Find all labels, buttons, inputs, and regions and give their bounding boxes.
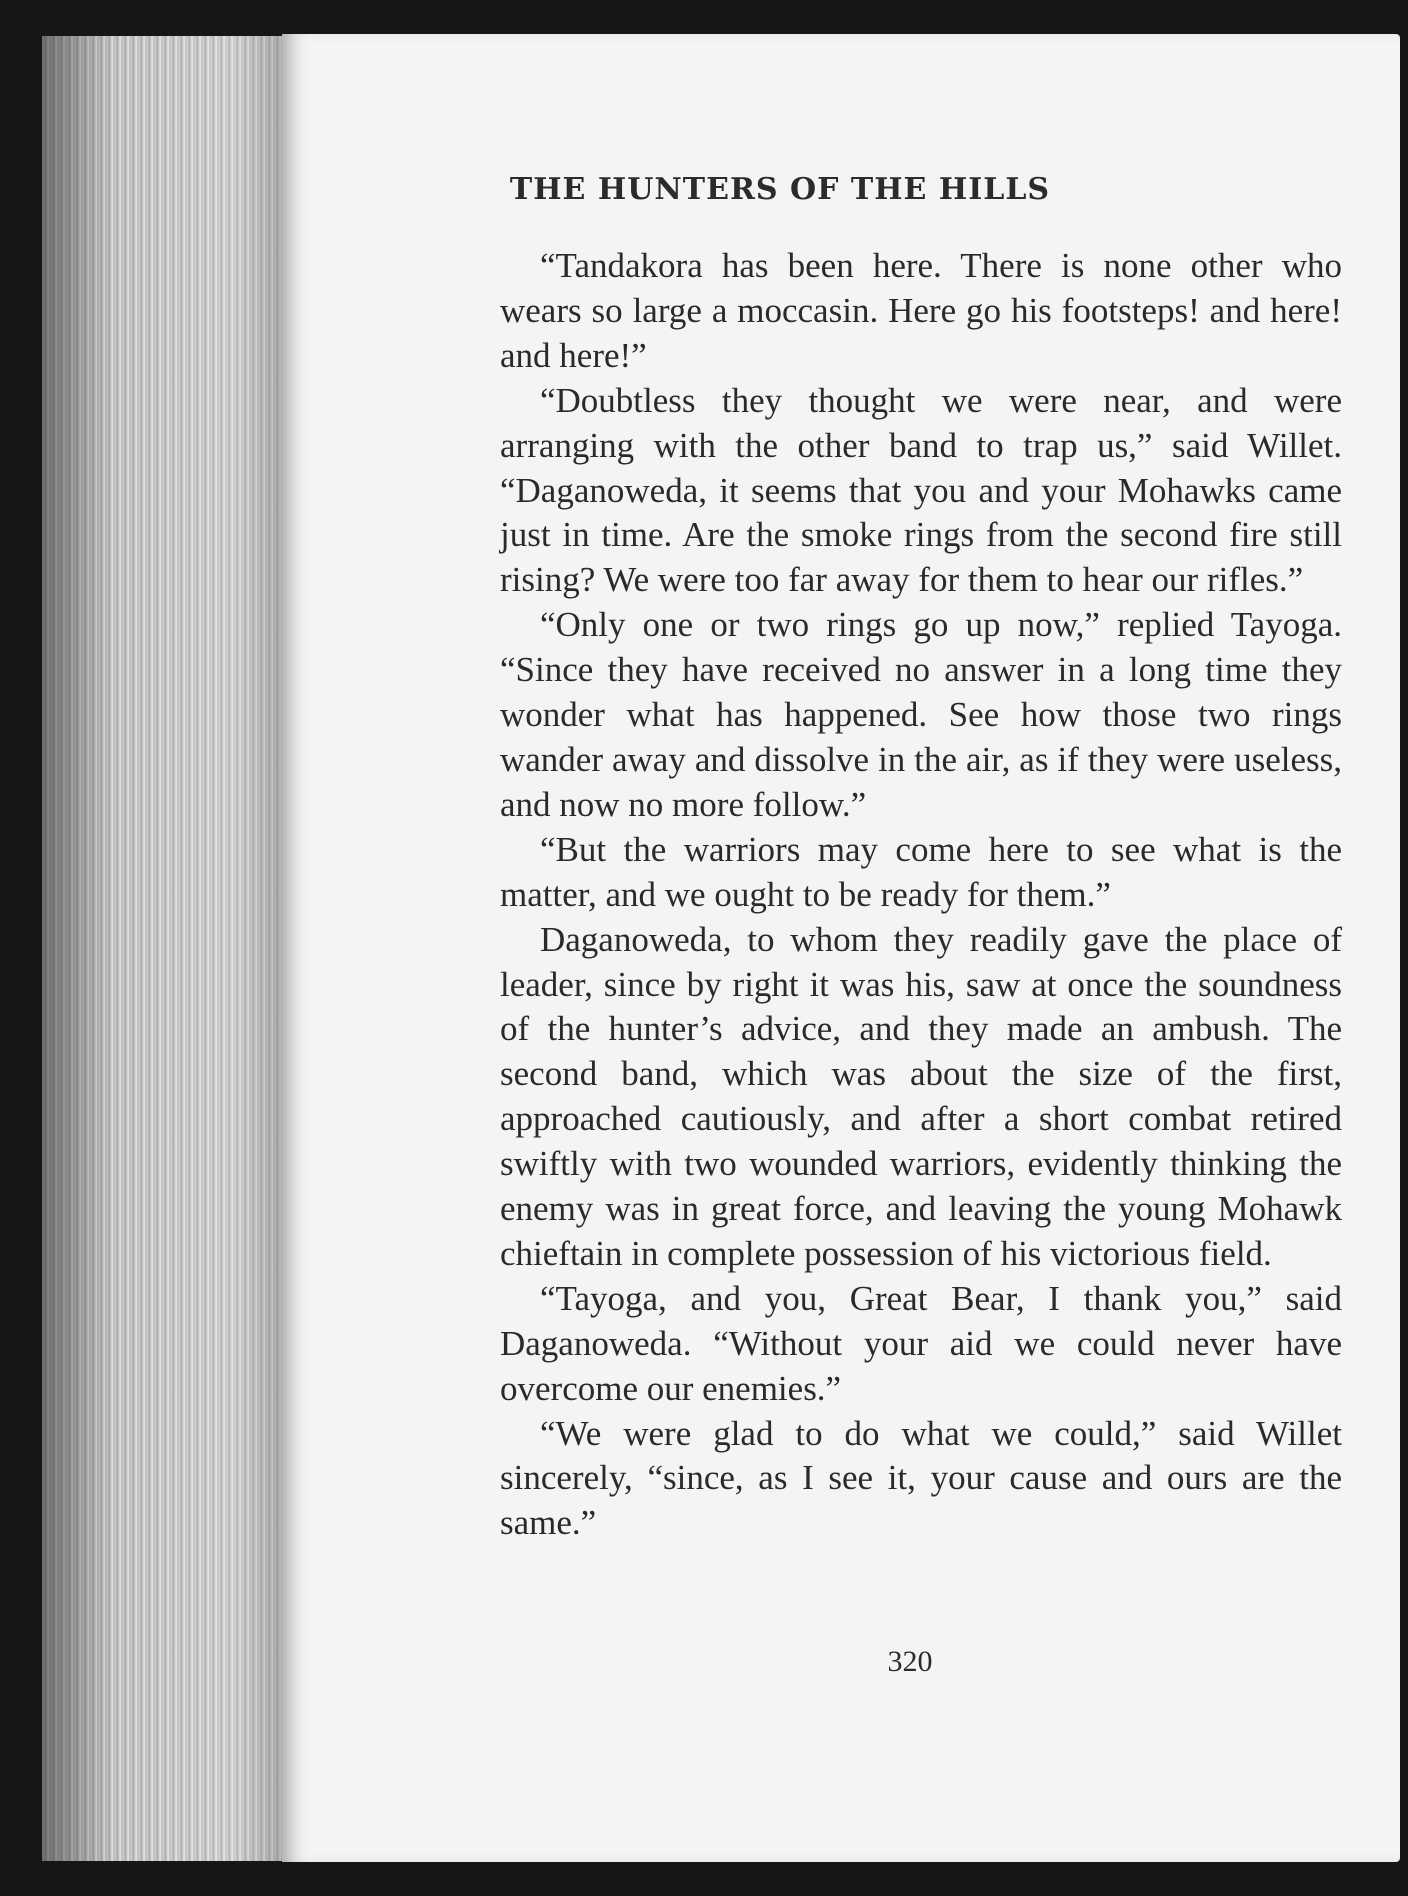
paragraph: “We were glad to do what we could,” said Willet sincerely, “since, as I see it, your cause and ours are the same.” (500, 1413, 1342, 1543)
running-head: THE HUNTERS OF THE HILLS (509, 172, 1051, 207)
page-number: 320 (887, 1645, 933, 1678)
paragraph: “Tandakora has been here. There is none other who wears so large a moccasin. Here go his footsteps! and here! and here!” (500, 246, 1342, 375)
paragraph: “Only one or two rings go up now,” replied Tayoga. “Since they have received no answer in a long time they wonder what has happened. See how those two rings wander away and dissolve in the air, as if they were useless, and now no more follow.” (500, 605, 1342, 824)
paragraph: “Doubtless they thought we were near, and were arranging with the other band to trap us,” said Willet. “Daganoweda, it seems that you and your Mohawks came just in time. Are the smoke rings from the second fire still rising? We were too far away for them to hear our rifles.” (500, 380, 1342, 600)
page-stack-edges (42, 36, 282, 1861)
paragraph: “But the warriors may come here to see what is the matter, and we ought to be ready for them.” (500, 829, 1342, 914)
paragraph: “Tayoga, and you, Great Bear, I thank you,” said Daganoweda. “Without your aid we could never have overcome our enemies.” (500, 1278, 1342, 1408)
paragraph: Daganoweda, to whom they readily gave the place of leader, since by right it was his, saw at once the soundness of the hunter’s advice, and they made an ambush. The second band, which was about the size of the first, approached cautiously, and after a short combat retired swiftly with two wounded warriors, evidently thinking the enemy was in great force, and leaving the young Mohawk chieftain in complete possession of his victorious field. (500, 919, 1342, 1273)
body-text (500, 244, 1342, 1546)
